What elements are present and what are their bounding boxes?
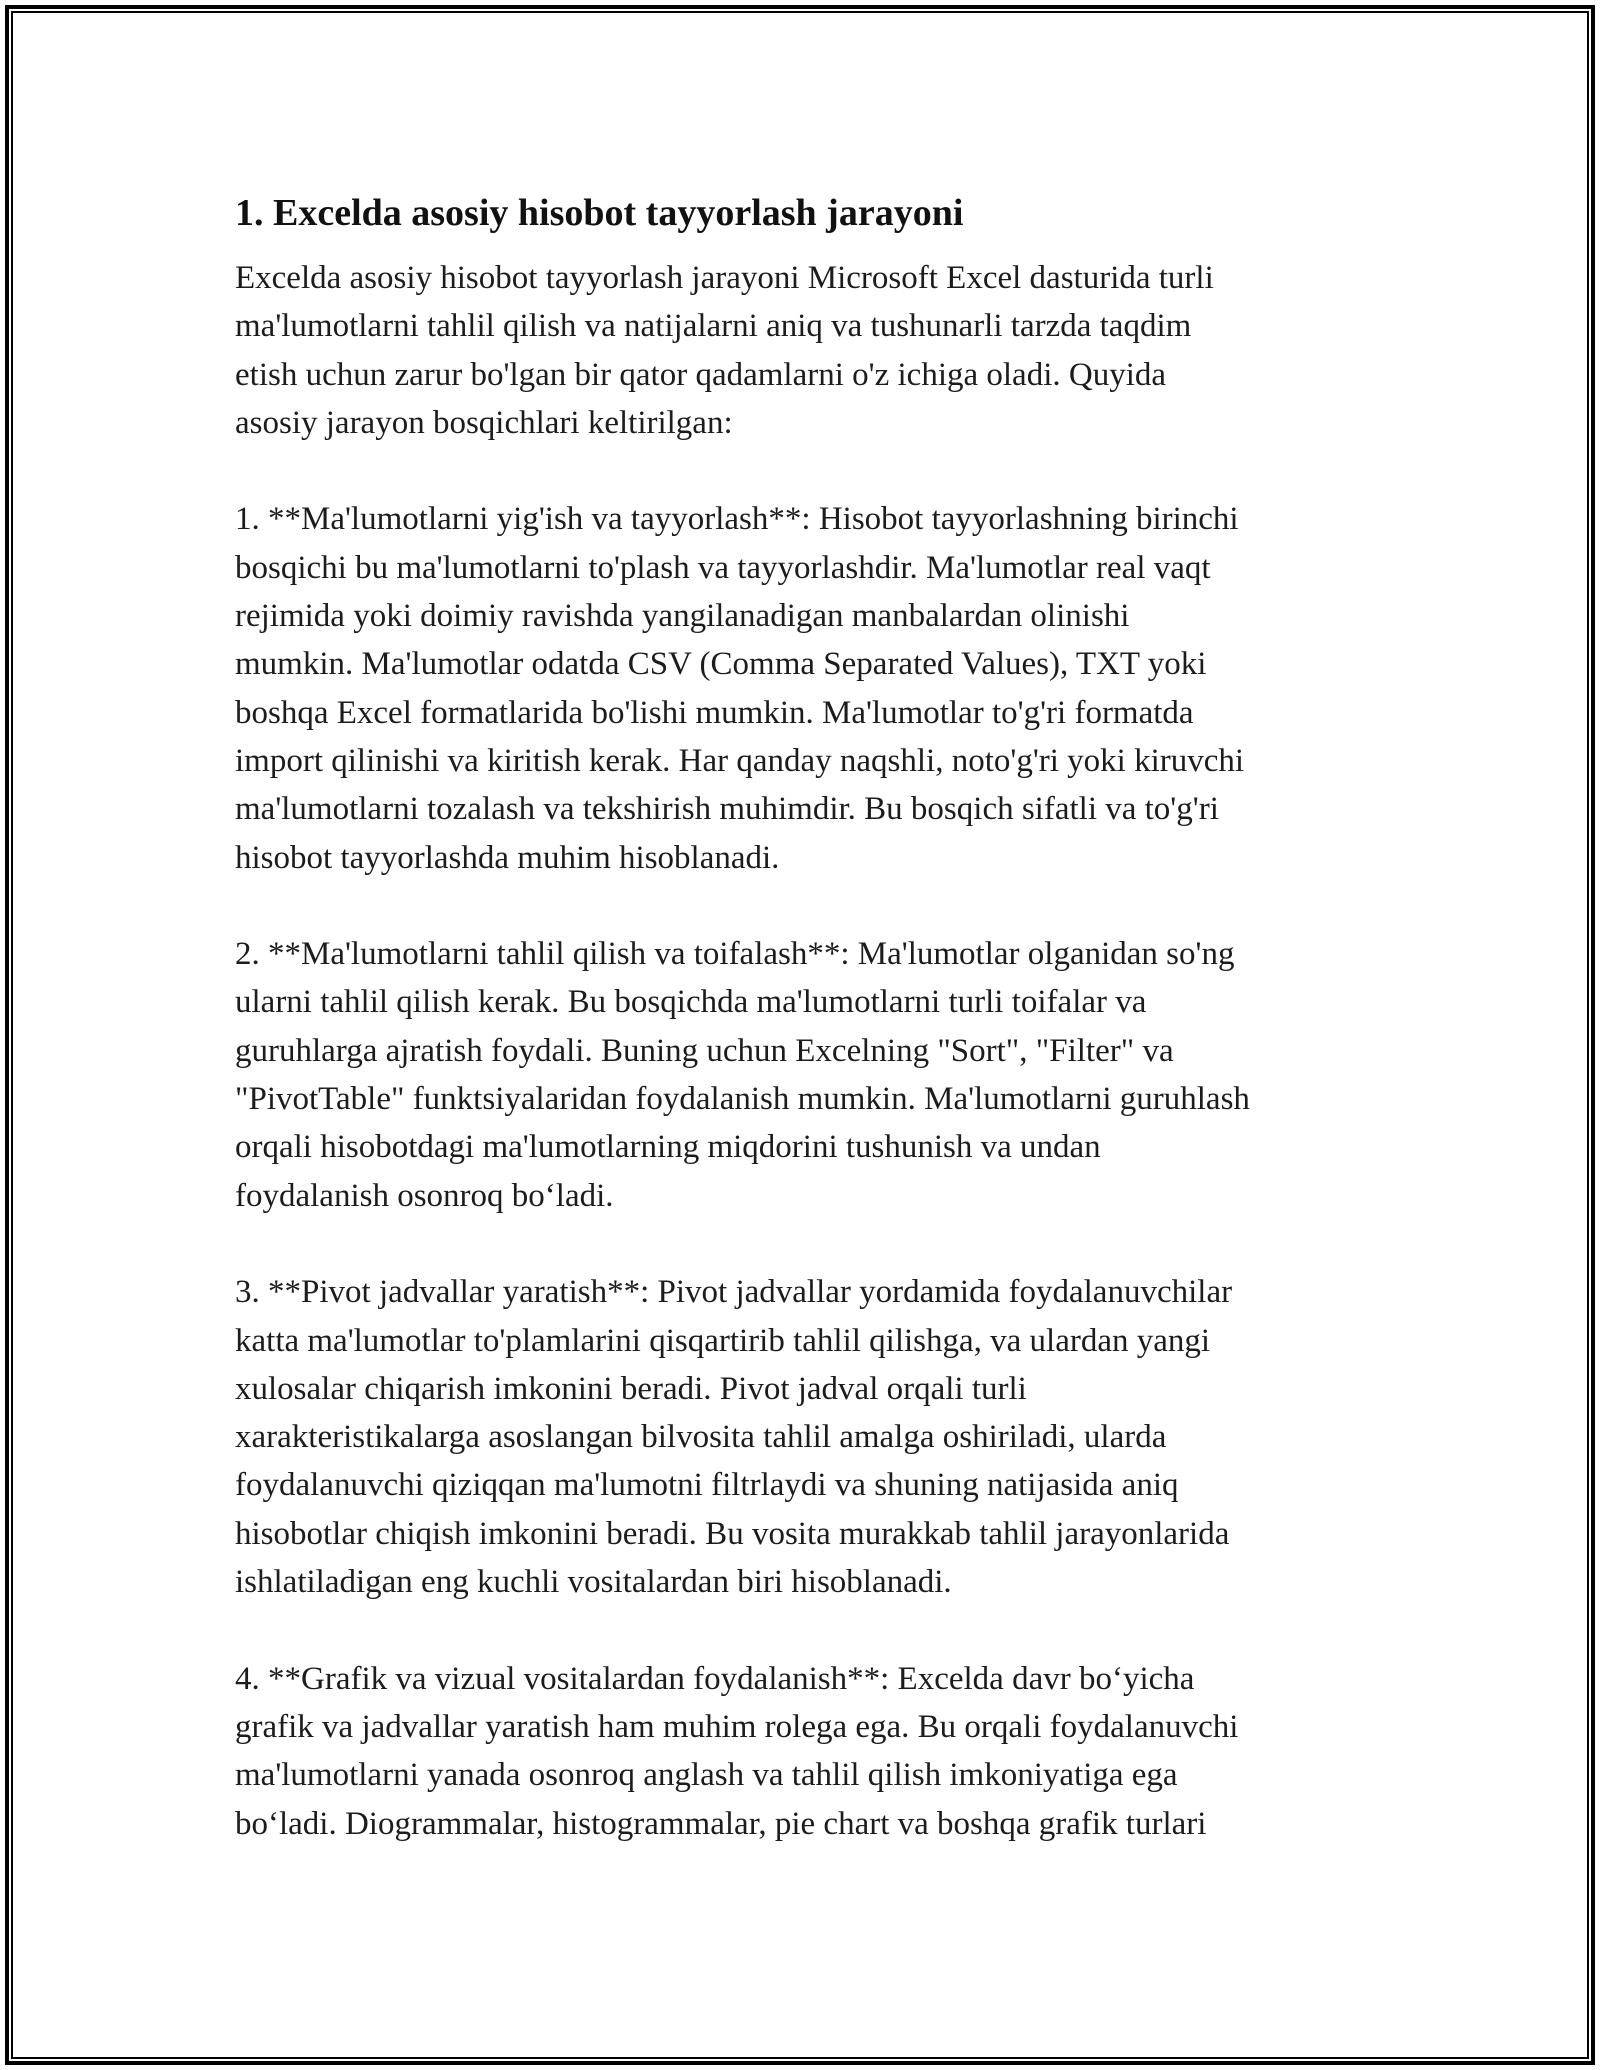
paragraph-line: hisobotlar chiqish imkonini beradi. Bu vosita murakkab tahlil jarayonlarida [235, 1515, 1230, 1552]
paragraph-line: ma'lumotlarni yanada osonroq anglash va tahlil qilish imkoniyatiga ega [235, 1757, 1178, 1794]
paragraph-line: ishlatiladigan eng kuchli vositalardan biri hisoblanadi. [235, 1564, 952, 1601]
paragraph-line: "PivotTable" funktsiyalaridan foydalanish mumkin. Ma'lumotlarni guruhlash [235, 1081, 1250, 1118]
paragraph-line: foydalanuvchi qiziqqan ma'lumotni filtrlaydi va shuning natijasida aniq [235, 1467, 1179, 1504]
section-heading: 1. Excelda asosiy hisobot tayyorlash jarayoni [235, 192, 964, 234]
paragraph-line: bosqichi bu ma'lumotlarni to'plash va tayyorlashdir. Ma'lumotlar real vaqt [235, 549, 1211, 586]
step-4-paragraph [235, 1655, 1385, 1848]
paragraph-line: 1. **Ma'lumotlarni yig'ish va tayyorlash**: Hisobot tayyorlashning birinchi [235, 501, 1239, 538]
step-1-paragraph [235, 495, 1385, 881]
paragraph-line: orqali hisobotdagi ma'lumotlarning miqdorini tushunish va undan [235, 1129, 1101, 1166]
paragraph-line: katta ma'lumotlar to'plamlarini qisqartirib tahlil qilishga, va ulardan yangi [235, 1322, 1211, 1359]
paragraph-line: ma'lumotlarni tahlil qilish va natijalarni aniq va tushunarli tarzda taqdim [235, 308, 1192, 345]
paragraph-line: 3. **Pivot jadvallar yaratish**: Pivot jadvallar yordamida foydalanuvchilar [235, 1274, 1233, 1311]
paragraph-line: mumkin. Ma'lumotlar odatda CSV (Comma Separated Values), TXT yoki [235, 646, 1207, 683]
paragraph-line: hisobot tayyorlashda muhim hisoblanadi. [235, 839, 780, 876]
paragraph-line: ma'lumotlarni tozalash va tekshirish muhimdir. Bu bosqich sifatli va to'g'ri [235, 791, 1219, 828]
paragraph-line: xarakteristikalarga asoslangan bilvosita tahlil amalga oshiriladi, ularda [235, 1419, 1167, 1456]
paragraph-line: grafik va jadvallar yaratish ham muhim rolega ega. Bu orqali foydalanuvchi [235, 1708, 1239, 1745]
paragraph-line: Excelda asosiy hisobot tayyorlash jarayoni Microsoft Excel dasturida turli [235, 260, 1214, 296]
paragraph-line: guruhlarga ajratish foydali. Buning uchun Excelning "Sort", "Filter" va [235, 1032, 1174, 1069]
paragraph-line: etish uchun zarur bo'lgan bir qator qadamlarni o'z ichiga oladi. Quyida [235, 356, 1167, 393]
paragraph-line: foydalanish osonroq bo‘ladi. [235, 1177, 614, 1214]
paragraph-line: asosiy jarayon bosqichlari keltirilgan: [235, 404, 733, 441]
paragraph-line: ularni tahlil qilish kerak. Bu bosqichda ma'lumotlarni turli toifalar va [235, 984, 1147, 1021]
paragraph-line: boshqa Excel formatlarida bo'lishi mumkin. Ma'lumotlar to'g'ri formatda [235, 694, 1194, 731]
paragraph-line: import qilinishi va kiritish kerak. Har qanday naqshli, noto'g'ri yoki kiruvchi [235, 742, 1245, 779]
intro-paragraph [235, 254, 1385, 447]
step-3-paragraph [235, 1268, 1385, 1606]
paragraph-line: 4. **Grafik va vizual vositalardan foydalanish**: Excelda davr bo‘yicha [235, 1660, 1195, 1697]
document-body [235, 186, 1385, 1896]
paragraph-line: xulosalar chiqarish imkonini beradi. Pivot jadval orqali turli [235, 1370, 1027, 1407]
paragraph-line: rejimida yoki doimiy ravishda yangilanadigan manbalardan olinishi [235, 598, 1130, 635]
paragraph-line: bo‘ladi. Diogrammalar, histogrammalar, pie chart va boshqa grafik turlari [235, 1805, 1207, 1842]
paragraph-line: 2. **Ma'lumotlarni tahlil qilish va toifalash**: Ma'lumotlar olganidan so'ng [235, 936, 1235, 973]
step-2-paragraph [235, 930, 1385, 1220]
